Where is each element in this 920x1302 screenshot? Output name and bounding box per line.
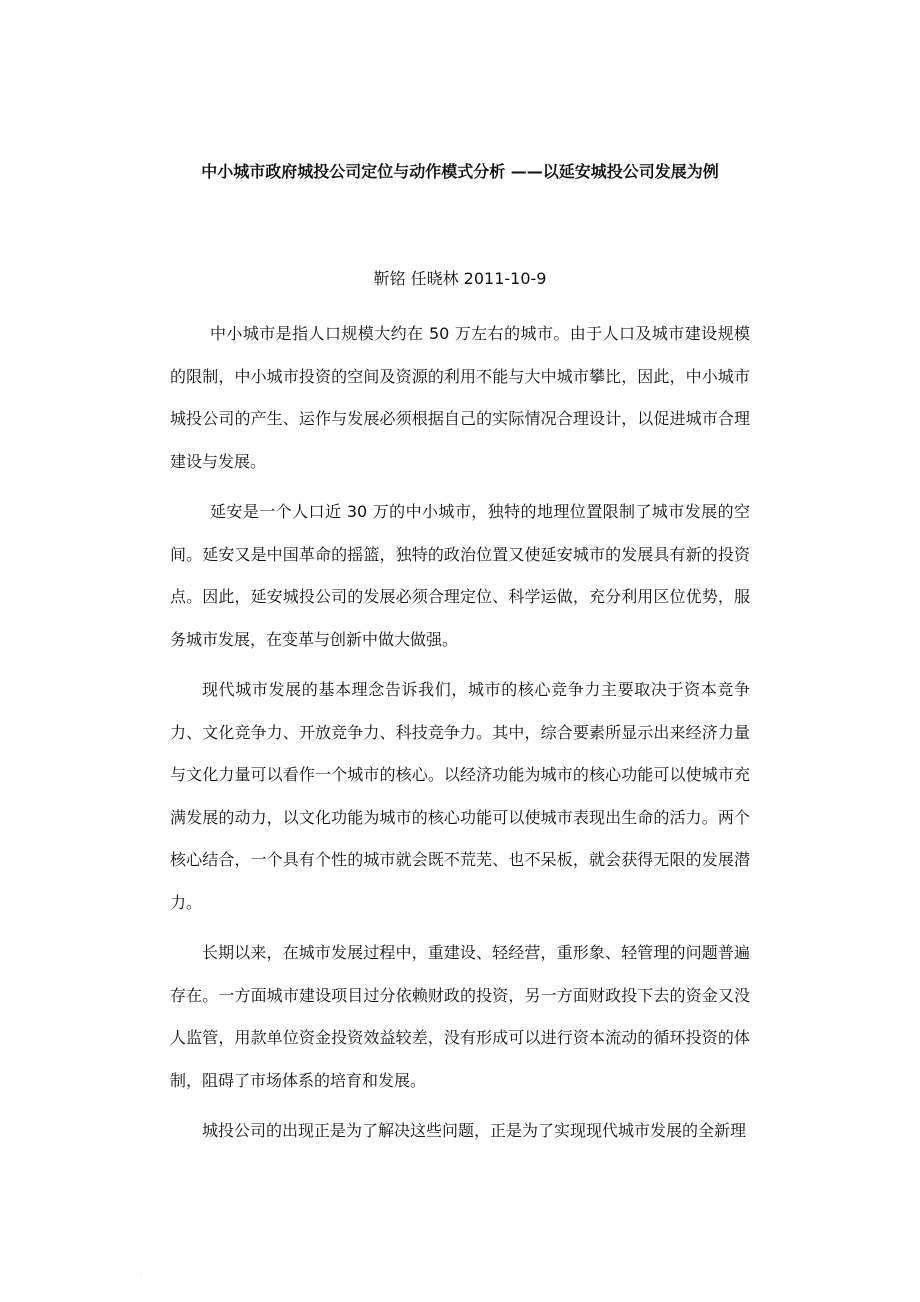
paragraph-4: 长期以来，在城市发展过程中，重建设、轻经营，重形象、轻管理的问题普遍存在。一方面城市建设项目过分依赖财政的投资，另一方面财政投下去的资金又没人监管，用款单位资金投资效益较差，没有形成可以进行资本流动的循环投资的体制，阻碍了市场体系的培育和发展。 xyxy=(170,943,750,1090)
paragraph-3: 现代城市发展的基本理念告诉我们，城市的核心竞争力主要取决于资本竞争力、文化竞争力、开放竞争力、科技竞争力。其中，综合要素所显示出来经济力量与文化力量可以看作一个城市的核心。以经济功能为城市的核心功能可以使城市充满发展的动力，以文化功能为城市的核心功能可以使城市表现出生命的活力。两个核心结合，一个具有个性的城市就会既不荒芜、也不呆板，就会获得无限的发展潜力。 xyxy=(170,680,750,912)
author-date-line: 靳铭 任晓林 2011-10-9 xyxy=(373,269,547,288)
page-mark: · xyxy=(140,1270,143,1279)
paragraph-1: 中小城市是指人口规模大约在 50 万左右的城市。由于人口及城市建设规模的限制，中小城市投资的空间及资源的利用不能与大中城市攀比，因此，中小城市城投公司的产生、运作与发展必须根据自己的实际情况合理设计，以促进城市合理建设与发展。 xyxy=(170,324,750,471)
paragraph-2: 延安是一个人口近 30 万的中小城市，独特的地理位置限制了城市发展的空间。延安又是中国革命的摇篮，独特的政治位置又使延安城市的发展具有新的投资点。因此，延安城投公司的发展必须合理定位、科学运做，充分利用区位优势，服务城市发展，在变革与创新中做大做强。 xyxy=(170,502,750,649)
document-title: 中小城市政府城投公司定位与动作模式分析 ——以延安城投公司发展为例 xyxy=(201,162,719,181)
paragraph-5: 城投公司的出现正是为了解决这些问题，正是为了实现现代城市发展的全新理 xyxy=(202,1121,747,1140)
document-body xyxy=(170,313,750,1153)
